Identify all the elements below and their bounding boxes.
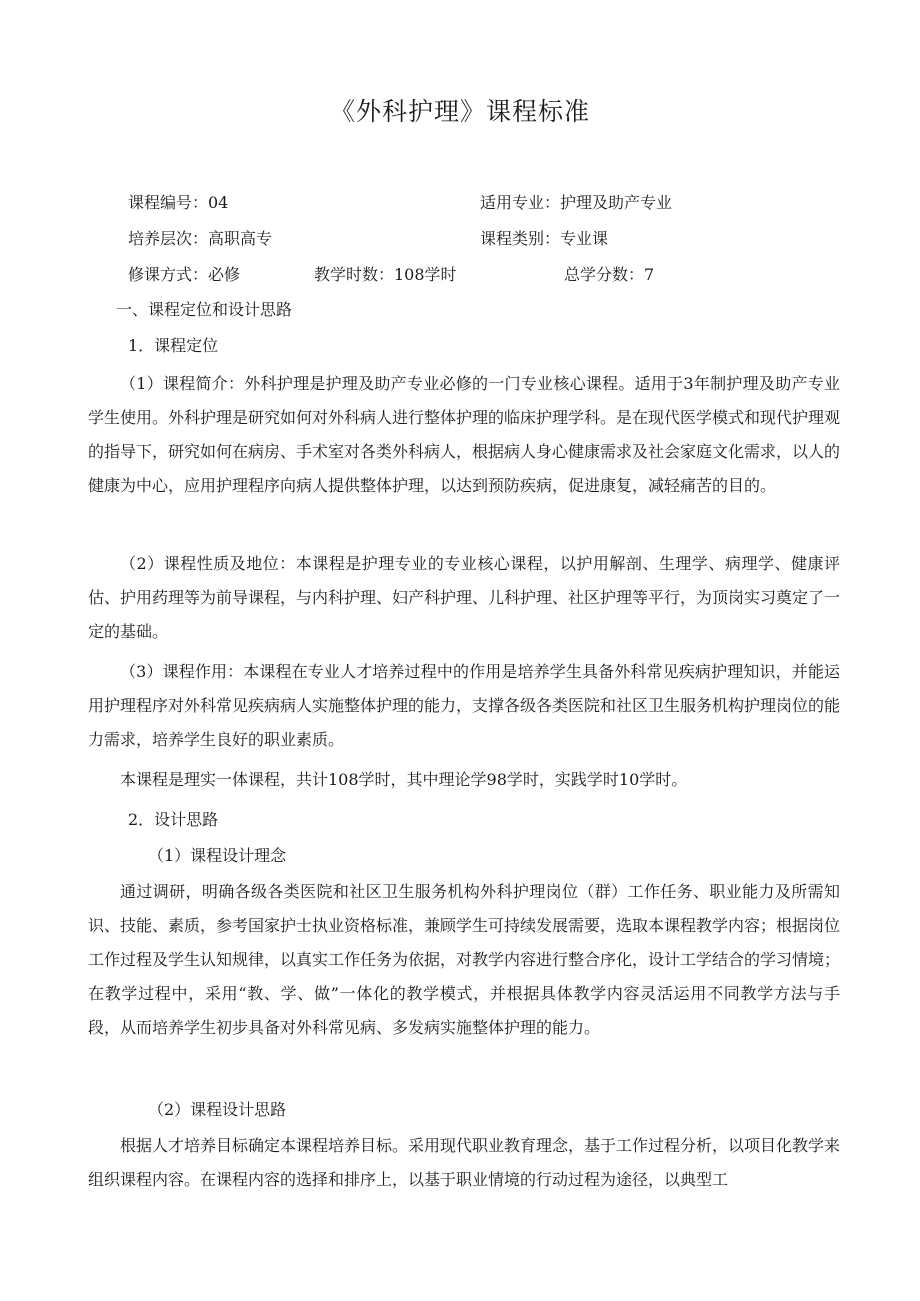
paragraph-course-nature: （2）课程性质及地位：本课程是护理专业的专业核心课程，以护用解剖、生理学、病理学、健康评估、护用药理等为前导课程，与内科护理、妇产科护理、儿科护理、社区护理等平行，为顶岗实习奠定了一定的基础。	[88, 554, 841, 641]
teaching-hours: 教学时数：108学时	[314, 265, 457, 284]
document-title: 《外科护理》课程标准	[329, 97, 590, 126]
design-concept-heading: （1）课程设计理念	[148, 846, 287, 865]
total-credits: 总学分数：7	[564, 265, 655, 284]
meta-row-3	[128, 262, 828, 286]
subsection-course-positioning: 1．课程定位	[128, 336, 219, 355]
paragraph-course-role: （3）课程作用：本课程在专业人才培养过程中的作用是培养学生具备外科常见疾病护理知识，并能运用护理程序对外科常见疾病病人实施整体护理的能力，支撑各级各类医院和社区卫生服务机构护理岗位的能力需求，培养学生良好的职业素质。	[88, 662, 841, 749]
meta-row-2	[128, 226, 828, 250]
applicable-major: 适用专业：护理及助产专业	[480, 193, 673, 212]
section-heading: 一、课程定位和设计思路	[116, 300, 293, 319]
study-mode: 修课方式：必修	[128, 265, 241, 284]
meta-row-1	[128, 190, 828, 214]
training-level: 培养层次：高职高专	[128, 229, 273, 248]
paragraph-design-concept: 通过调研，明确各级各类医院和社区卫生服务机构外科护理岗位（群）工作任务、职业能力及所需知识、技能、素质，参考国家护士执业资格标准，兼顾学生可持续发展需要，选取本课程教学内容；根据岗位工作过程及学生认知规律，以真实工作任务为依据，对教学内容进行整合序化，设计工学结合的学习情境；在教学过程中，采用“教、学、做”一体化的教学模式，并根据具体教学内容灵活运用不同教学方法与手段，从而培养学生初步具备对外科常见病、多发病实施整体护理的能力。	[88, 882, 841, 1037]
course-category: 课程类别：专业课	[480, 229, 609, 248]
subsection-design-approach: 2．设计思路	[128, 810, 219, 829]
paragraph-design-idea: 根据人才培养目标确定本课程培养目标。采用现代职业教育理念，基于工作过程分析，以项目化教学来组织课程内容。在课程内容的选择和排序上，以基于职业情境的行动过程为途径，以典型工	[88, 1136, 841, 1189]
design-idea-heading: （2）课程设计思路	[148, 1100, 287, 1119]
paragraph-course-hours: 本课程是理实一体课程，共计108学时，其中理论学98学时，实践学时10学时。	[120, 770, 688, 789]
paragraph-course-intro: （1）课程简介：外科护理是护理及助产专业必修的一门专业核心课程。适用于3年制护理及助产专业学生使用。外科护理是研究如何对外科病人进行整体护理的临床护理学科。是在现代医学模式和现代护理观的指导下，研究如何在病房、手术室对各类外科病人，根据病人身心健康需求及社会家庭文化需求，以人的健康为中心，应用护理程序向病人提供整体护理，以达到预防疾病，促进康复，减轻痛苦的目的。	[88, 374, 841, 495]
course-code: 课程编号：04	[128, 193, 229, 212]
